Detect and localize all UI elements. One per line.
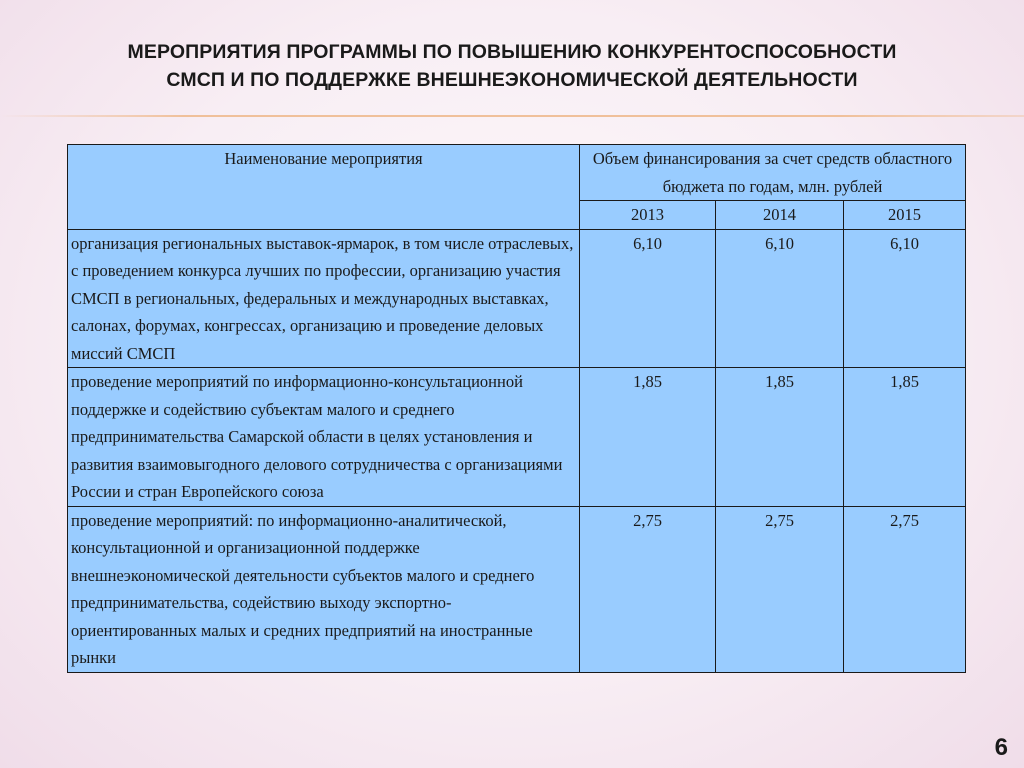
slide-title-line-2: СМСП И ПО ПОДДЕРЖКЕ ВНЕШНЕЭКОНОМИЧЕСКОЙ ДЕЯТЕЛЬНОСТИ (166, 69, 858, 91)
program-activities-table (67, 144, 966, 673)
table-row (68, 506, 966, 672)
table-row (68, 229, 966, 368)
value-cell-2015: 2,75 (844, 506, 966, 672)
value-cell-2014: 1,85 (716, 368, 844, 507)
title-divider (0, 115, 1024, 117)
value-cell-2013: 2,75 (580, 506, 716, 672)
value-cell-2014: 2,75 (716, 506, 844, 672)
header-activity-name: Наименование мероприятия (68, 145, 580, 230)
header-year-2014: 2014 (716, 201, 844, 230)
value-cell-2013: 6,10 (580, 229, 716, 368)
page-number: 6 (994, 734, 1008, 761)
slide-title-line-1: МЕРОПРИЯТИЯ ПРОГРАММЫ ПО ПОВЫШЕНИЮ КОНКУРЕНТОСПОСОБНОСТИ (127, 41, 897, 63)
activity-name-cell: организация региональных выставок-ярмарок, в том числе отраслевых, с проведением конкурса лучших по профессии, организацию участия СМСП в региональных, федеральных и международных выставках, салонах, форумах, конгрессах, организацию и проведение деловых миссий СМСП (68, 229, 580, 368)
table-row (68, 368, 966, 507)
value-cell-2015: 6,10 (844, 229, 966, 368)
header-funding-volume: Объем финансирования за счет средств областного бюджета по годам, млн. рублей (580, 145, 966, 201)
value-cell-2015: 1,85 (844, 368, 966, 507)
header-year-2015: 2015 (844, 201, 966, 230)
activity-name-cell: проведение мероприятий: по информационно-аналитической, консультационной и организационной поддержке внешнеэкономической деятельности субъектов малого и среднего предпринимательства, содействию выходу экспортно-ориентированных малых и средних предприятий на иностранные рынки (68, 506, 580, 672)
table-header-row (68, 145, 966, 201)
value-cell-2014: 6,10 (716, 229, 844, 368)
value-cell-2013: 1,85 (580, 368, 716, 507)
activity-name-cell: проведение мероприятий по информационно-консультационной поддержке и содействию субъектам малого и среднего предпринимательства Самарской области в целях установления и развития взаимовыгодного делового сотрудничества с организациями России и стран Европейского союза (68, 368, 580, 507)
slide-title (40, 38, 984, 94)
header-year-2013: 2013 (580, 201, 716, 230)
